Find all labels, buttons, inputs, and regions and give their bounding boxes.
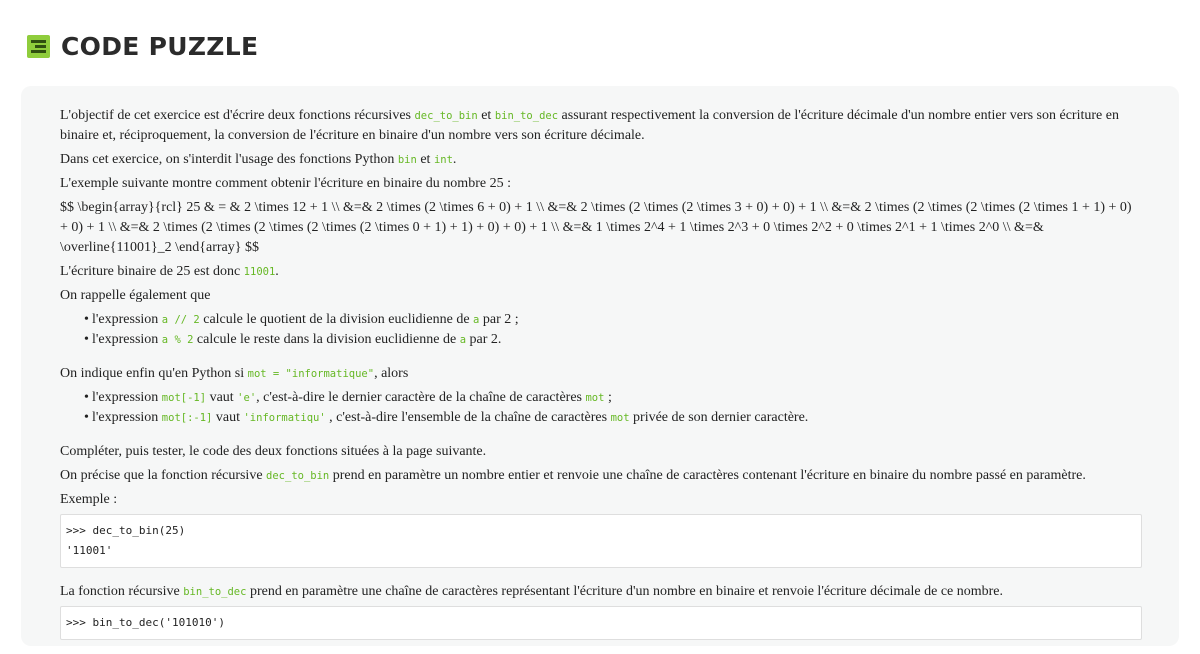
reminder-list bbox=[60, 310, 1142, 350]
code-block[interactable]: >>> dec_to_bin(25) '11001' bbox=[60, 514, 1142, 568]
code-puzzle-logo-icon[interactable] bbox=[27, 35, 50, 58]
list-item: • l'expression mot[:-1] vaut 'informatiqu' , c'est-à-dire l'ensemble de la chaîne de caractères mot privée de son dernier caractère. bbox=[92, 408, 1142, 428]
restriction-paragraph: Dans cet exercice, on s'interdit l'usage des fonctions Python bin et int. bbox=[60, 152, 457, 167]
inline-code: 11001 bbox=[243, 266, 276, 278]
list-item: • l'expression a % 2 calcule le reste dans la division euclidienne de a par 2. bbox=[92, 330, 1142, 350]
dec-to-bin-description: On précise que la fonction récursive dec_to_bin prend en paramètre un nombre entier et renvoie une chaîne de caractères contenant l'écriture en binaire du nombre passé en paramètre. bbox=[60, 468, 1086, 483]
result-paragraph: L'écriture binaire de 25 est donc 11001. bbox=[60, 264, 279, 279]
inline-code: mot = "informatique" bbox=[247, 368, 375, 380]
code-block[interactable]: >>> bin_to_dec('101010') bbox=[60, 606, 1142, 640]
brand-title[interactable]: CODE PUZZLE bbox=[61, 31, 259, 61]
python-note-paragraph: On indique enfin qu'en Python si mot = "informatique", alors bbox=[60, 366, 409, 381]
example-label: Exemple : bbox=[60, 492, 118, 507]
list-item: • l'expression mot[-1] vaut 'e', c'est-à-dire le dernier caractère de la chaîne de caractères mot ; bbox=[92, 388, 1142, 408]
instruction-paragraph: Compléter, puis tester, le code des deux fonctions situées à la page suivante. bbox=[60, 444, 487, 459]
intro-paragraph: L'objectif de cet exercice est d'écrire deux fonctions récursives dec_to_bin et bin_to_dec assurant respectivement la conversion de l'écriture décimale d'un nombre entier vers son écriture en binaire et, réciproquement, la conversion de l'écriture en binaire d'un nombre vers son écriture décimale. bbox=[60, 108, 1119, 143]
reminder-paragraph: On rappelle également que bbox=[60, 288, 211, 303]
page-header bbox=[27, 30, 258, 62]
inline-code: dec_to_bin bbox=[414, 110, 478, 122]
python-list bbox=[60, 388, 1142, 428]
inline-code: bin_to_dec bbox=[494, 110, 559, 122]
inline-code: dec_to_bin bbox=[266, 470, 330, 482]
inline-code: bin_to_dec bbox=[183, 586, 247, 598]
inline-code: bin bbox=[397, 154, 417, 166]
math-formula: $$ \begin{array}{rcl} 25 & = & 2 \times 12 + 1 \\ &=& 2 \times (2 \times 6 + 0) + 1 \\ &=& 2 \times (2 \times (2 \times 3 + 0) + 0) + 1 \\ &=& 2 \times (2 \times (2 \times (2 \times 1 + 1) + 0) + 0) + 1 \\ &=& 2 \times (2 \times (2 \times (2 \times (2 \times 0 + 1) + 1) + 0) + 0) + 1 \\ &=& 1 \times 2^4 + 1 \times 2^3 + 0 \times 2^2 + 0 \times 2^1 + 1 \times 2^0 \\ &=& \overline{11001}_2 \end{array} $$ bbox=[60, 200, 1132, 255]
list-item: • l'expression a // 2 calcule le quotient de la division euclidienne de a par 2 ; bbox=[92, 310, 1142, 330]
bin-to-dec-description: La fonction récursive bin_to_dec prend en paramètre une chaîne de caractères représentant l'écriture d'un nombre en binaire et renvoie l'écriture décimale de ce nombre. bbox=[60, 584, 1004, 599]
example-intro-paragraph: L'exemple suivante montre comment obtenir l'écriture en binaire du nombre 25 : bbox=[60, 176, 511, 191]
inline-code: int bbox=[433, 154, 453, 166]
exercise-content bbox=[60, 106, 1142, 654]
